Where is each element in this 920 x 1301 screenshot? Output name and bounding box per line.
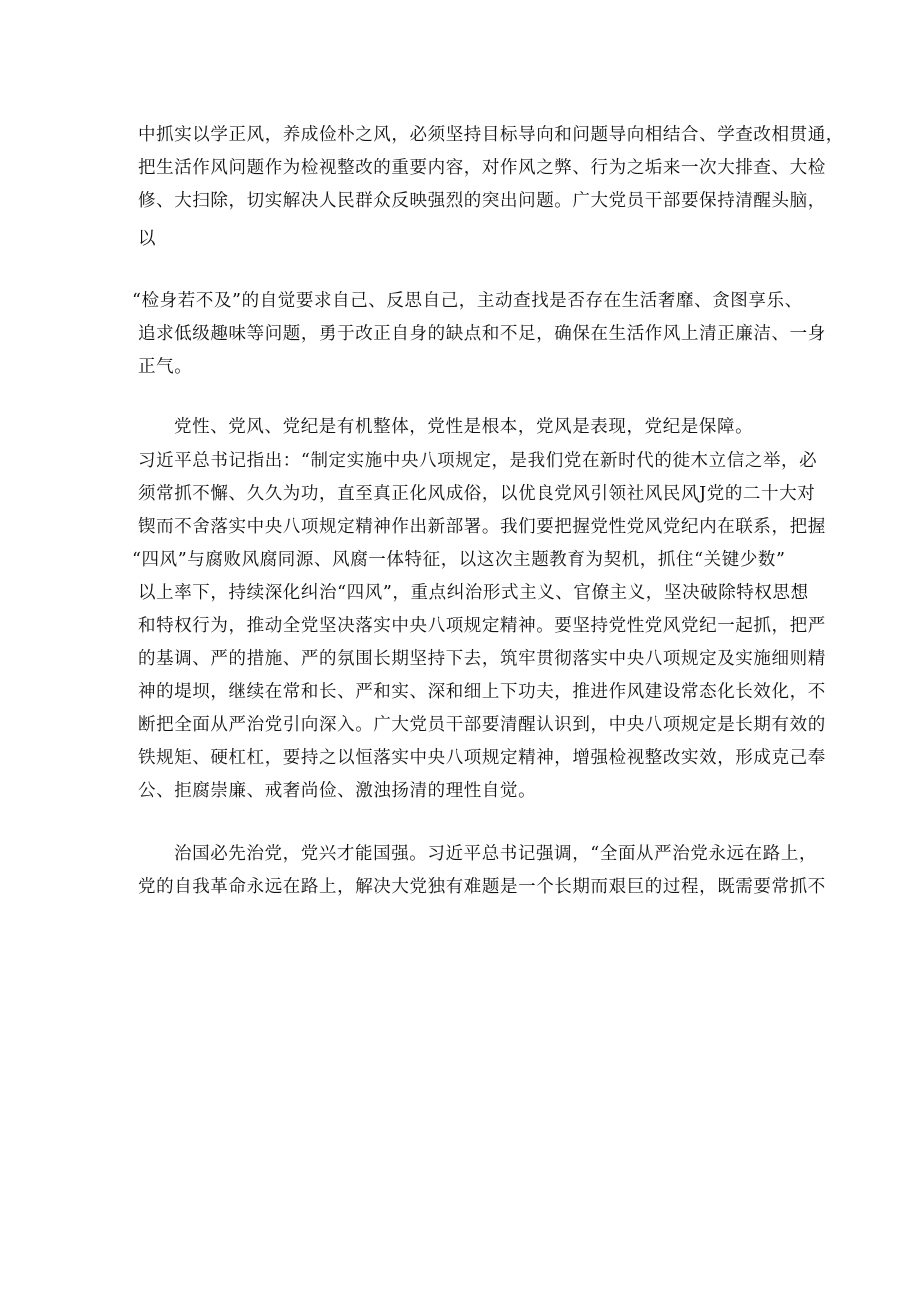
text-line: 党的自我革命永远在路上，解决大党独有难题是一个长期而艰巨的过程，既需要常抓不 (138, 877, 826, 897)
text-line: 把生活作风问题作为检视整改的重要内容，对作风之弊、行为之垢来一次大排查、大检 (138, 158, 826, 178)
text-line: 铁规矩、硬杠杠，要持之以恒落实中央八项规定精神，增强检视整改实效，形成克己奉 (138, 748, 826, 768)
text-line: 以上率下，持续深化纠治“四风”，重点纠治形式主义、官僚主义，坚决破除特权思想 (138, 583, 809, 603)
text-line: 和特权行为，推动全党坚决落实中央八项规定精神。要坚持党性党风党纪一起抓，把严 (138, 616, 826, 636)
text-line: 公、拒腐崇廉、戒奢尚俭、激浊扬清的理性自觉。 (138, 781, 537, 801)
text-line: “四风”与腐败风腐同源、风腐一体特征，以这次主题教育为契机，抓住“关键少数” (132, 550, 786, 570)
text-line: 锲而不舍落实中央八项规定精神作出新部署。我们要把握党性党风党纪内在联系，把握 (138, 517, 826, 537)
text-line: 习近平总书记指出：“制定实施中央八项规定，是我们党在新时代的徙木立信之举，必 (138, 451, 818, 471)
text-line: 以 (138, 229, 157, 249)
text-line: 须常抓不懈、久久为功，直至真正化风成俗，以优良党风引领社风民风J党的二十大对 (138, 484, 816, 504)
text-line: 断把全面从严治党引向深入。广大党员干部要清醒认识到，中央八项规定是长期有效的 (138, 715, 826, 735)
text-line: 的基调、严的措施、严的氛围长期坚持下去，筑牢贯彻落实中央八项规定及实施细则精 (138, 649, 826, 669)
text-line: 神的堤坝，继续在常和长、严和实、深和细上下功夫，推进作风建设常态化长效化，不 (138, 682, 826, 702)
text-line: 修、大扫除，切实解决人民群众反映强烈的突出问题。广大党员干部要保持清醒头脑， (138, 191, 826, 211)
text-line: 党性、党风、党纪是有机整体，党性是根本，党风是表现，党纪是保障。 (174, 417, 754, 437)
text-line: “检身若不及”的自觉要求自己、反思自己，主动查找是否存在生活奢靡、贪图享乐、 (132, 291, 803, 311)
text-line: 追求低级趣味等问题，勇于改正自身的缺点和不足，确保在生活作风上清正廉洁、一身 (138, 324, 826, 344)
text-line: 正气。 (138, 357, 193, 377)
text-line: 治国必先治党，党兴才能国强。习近平总书记强调，“全面从严治党永远在路上， (174, 844, 818, 864)
text-line: 中抓实以学正风，养成俭朴之风，必须坚持目标导向和问题导向相结合、学查改相贯通， (138, 125, 844, 145)
